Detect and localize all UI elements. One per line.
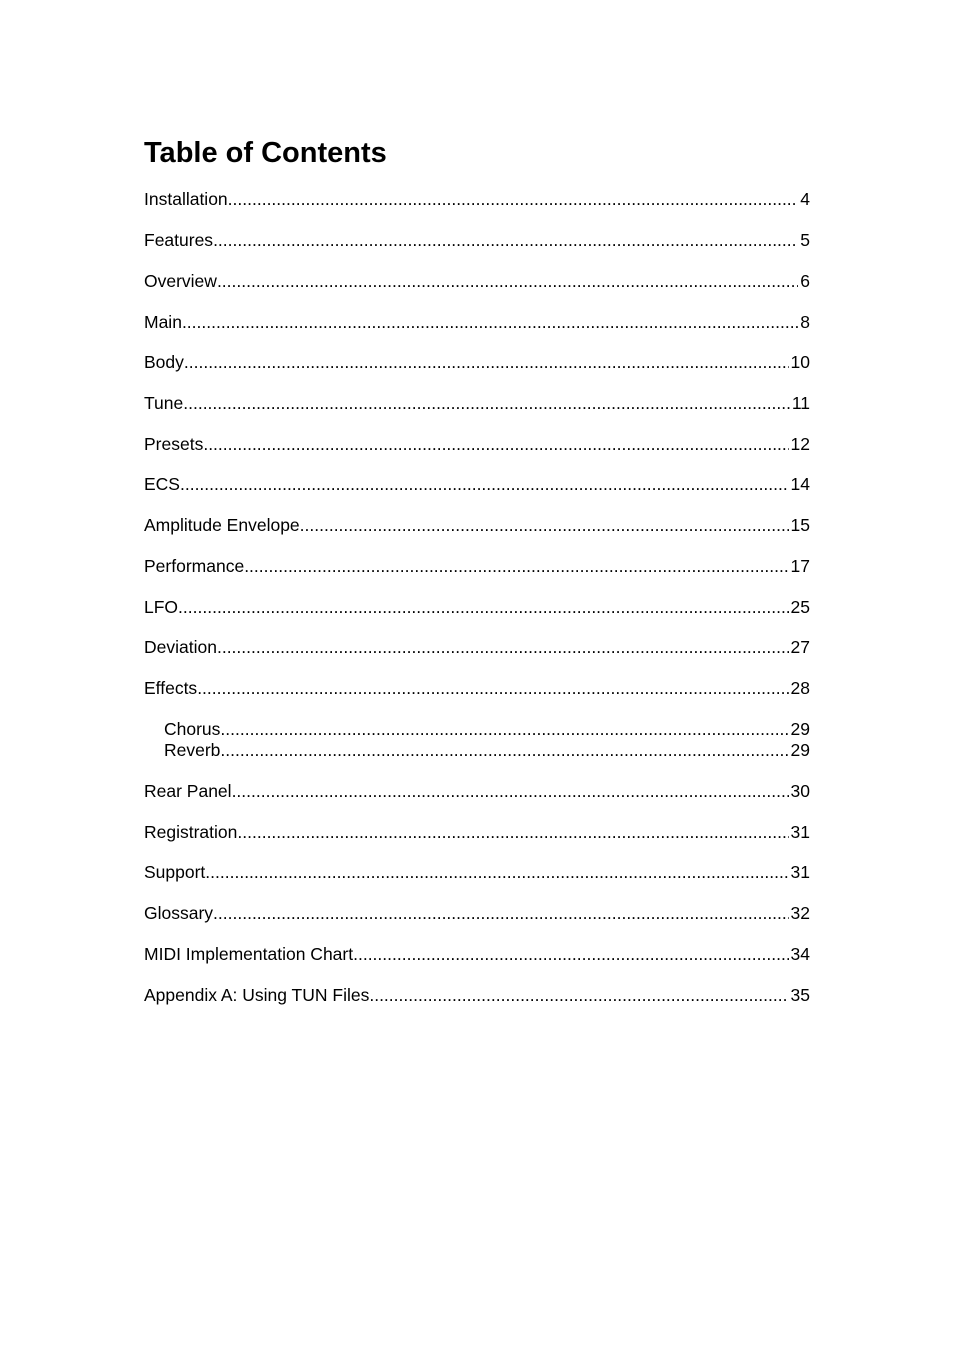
dot-leader [300,514,789,536]
toc-page-number: 17 [790,556,810,576]
toc-entry-label: Body [144,352,184,372]
toc-entry-label: Tune [144,393,184,413]
dot-leader [213,902,788,924]
dot-leader [228,188,799,210]
toc-entry-label: Registration [144,822,238,842]
toc-page-number: 32 [790,903,810,923]
dot-leader [217,270,798,292]
page-title: Table of Contents [144,137,387,169]
dot-leader [180,473,789,495]
toc-entry-support[interactable] [144,861,810,883]
toc-page-number: 5 [800,230,810,250]
toc-entry-label: Glossary [144,903,214,923]
toc-entry-label: MIDI Implementation Chart [144,944,354,964]
dot-leader [232,780,789,802]
toc-page-number: 28 [790,678,810,698]
dot-leader [178,596,788,618]
toc-entry-label: Installation [144,189,228,209]
toc-entry-label: LFO [144,597,179,617]
toc-entry-registration[interactable] [144,821,810,843]
dot-leader [244,555,788,577]
dot-leader [203,433,788,455]
toc-entry-rear-panel[interactable] [144,780,810,802]
toc-page-number: 6 [800,271,810,291]
toc-page-number: 31 [790,822,810,842]
toc-entry-ecs[interactable] [144,473,810,495]
toc-entry-body[interactable] [144,351,810,373]
toc-page-number: 34 [790,944,810,964]
toc-entry-label: Reverb [164,740,221,760]
toc-entry-tune[interactable] [144,392,810,414]
toc-entry-label: Effects [144,678,198,698]
toc-entry-label: Features [144,230,214,250]
toc-entry-glossary[interactable] [144,902,810,924]
dot-leader [353,943,788,965]
dot-leader [220,718,788,740]
dot-leader [197,677,788,699]
toc-entry-effects[interactable] [144,677,810,699]
toc-entry-label: Rear Panel [144,781,232,801]
toc-entry-overview[interactable] [144,270,810,292]
toc-page-number: 31 [790,862,810,882]
toc-page-number: 25 [790,597,810,617]
toc-entry-label: Deviation [144,637,217,657]
dot-leader [213,229,798,251]
toc-entry-label: Support [144,862,206,882]
toc-entry-deviation[interactable] [144,636,810,658]
toc-page-number: 29 [790,719,810,739]
dot-leader [369,984,788,1006]
toc-entry-presets[interactable] [144,433,810,455]
toc-entry-label: Main [144,312,182,332]
toc-page-number: 10 [790,352,810,372]
toc-entry-label: ECS [144,474,180,494]
toc-page-number: 4 [800,189,810,209]
dot-leader [220,739,788,761]
toc-entry-label: Amplitude Envelope [144,515,300,535]
toc-entry-lfo[interactable] [144,596,810,618]
toc-page-number: 15 [790,515,810,535]
toc-page-number: 12 [790,434,810,454]
toc-page-number: 35 [790,985,810,1005]
toc-entry-main[interactable] [144,311,810,333]
table-of-contents [144,0,810,1351]
toc-page-number: 8 [800,312,810,332]
toc-page-number: 30 [790,781,810,801]
toc-entry-amplitude-envelope[interactable] [144,514,810,536]
dot-leader [237,821,788,843]
toc-entry-label: Chorus [164,719,221,739]
toc-page-number: 27 [790,637,810,657]
dot-leader [217,636,789,658]
toc-entry-performance[interactable] [144,555,810,577]
toc-entry-midi-implementation-chart[interactable] [144,943,810,965]
dot-leader [182,311,798,333]
toc-entry-appendix-a[interactable] [144,984,810,1006]
dot-leader [183,392,790,414]
toc-page-number: 11 [791,393,810,413]
toc-entry-label: Appendix A: Using TUN Files [144,985,370,1005]
toc-entry-label: Performance [144,556,245,576]
toc-entry-features[interactable] [144,229,810,251]
toc-entry-label: Presets [144,434,204,454]
dot-leader [184,351,789,373]
toc-entry-chorus[interactable] [164,718,810,740]
toc-entry-installation[interactable] [144,188,810,210]
toc-page-number: 14 [790,474,810,494]
toc-entry-reverb[interactable] [164,739,810,761]
dot-leader [205,861,788,883]
toc-entry-label: Overview [144,271,217,291]
toc-page-number: 29 [790,740,810,760]
